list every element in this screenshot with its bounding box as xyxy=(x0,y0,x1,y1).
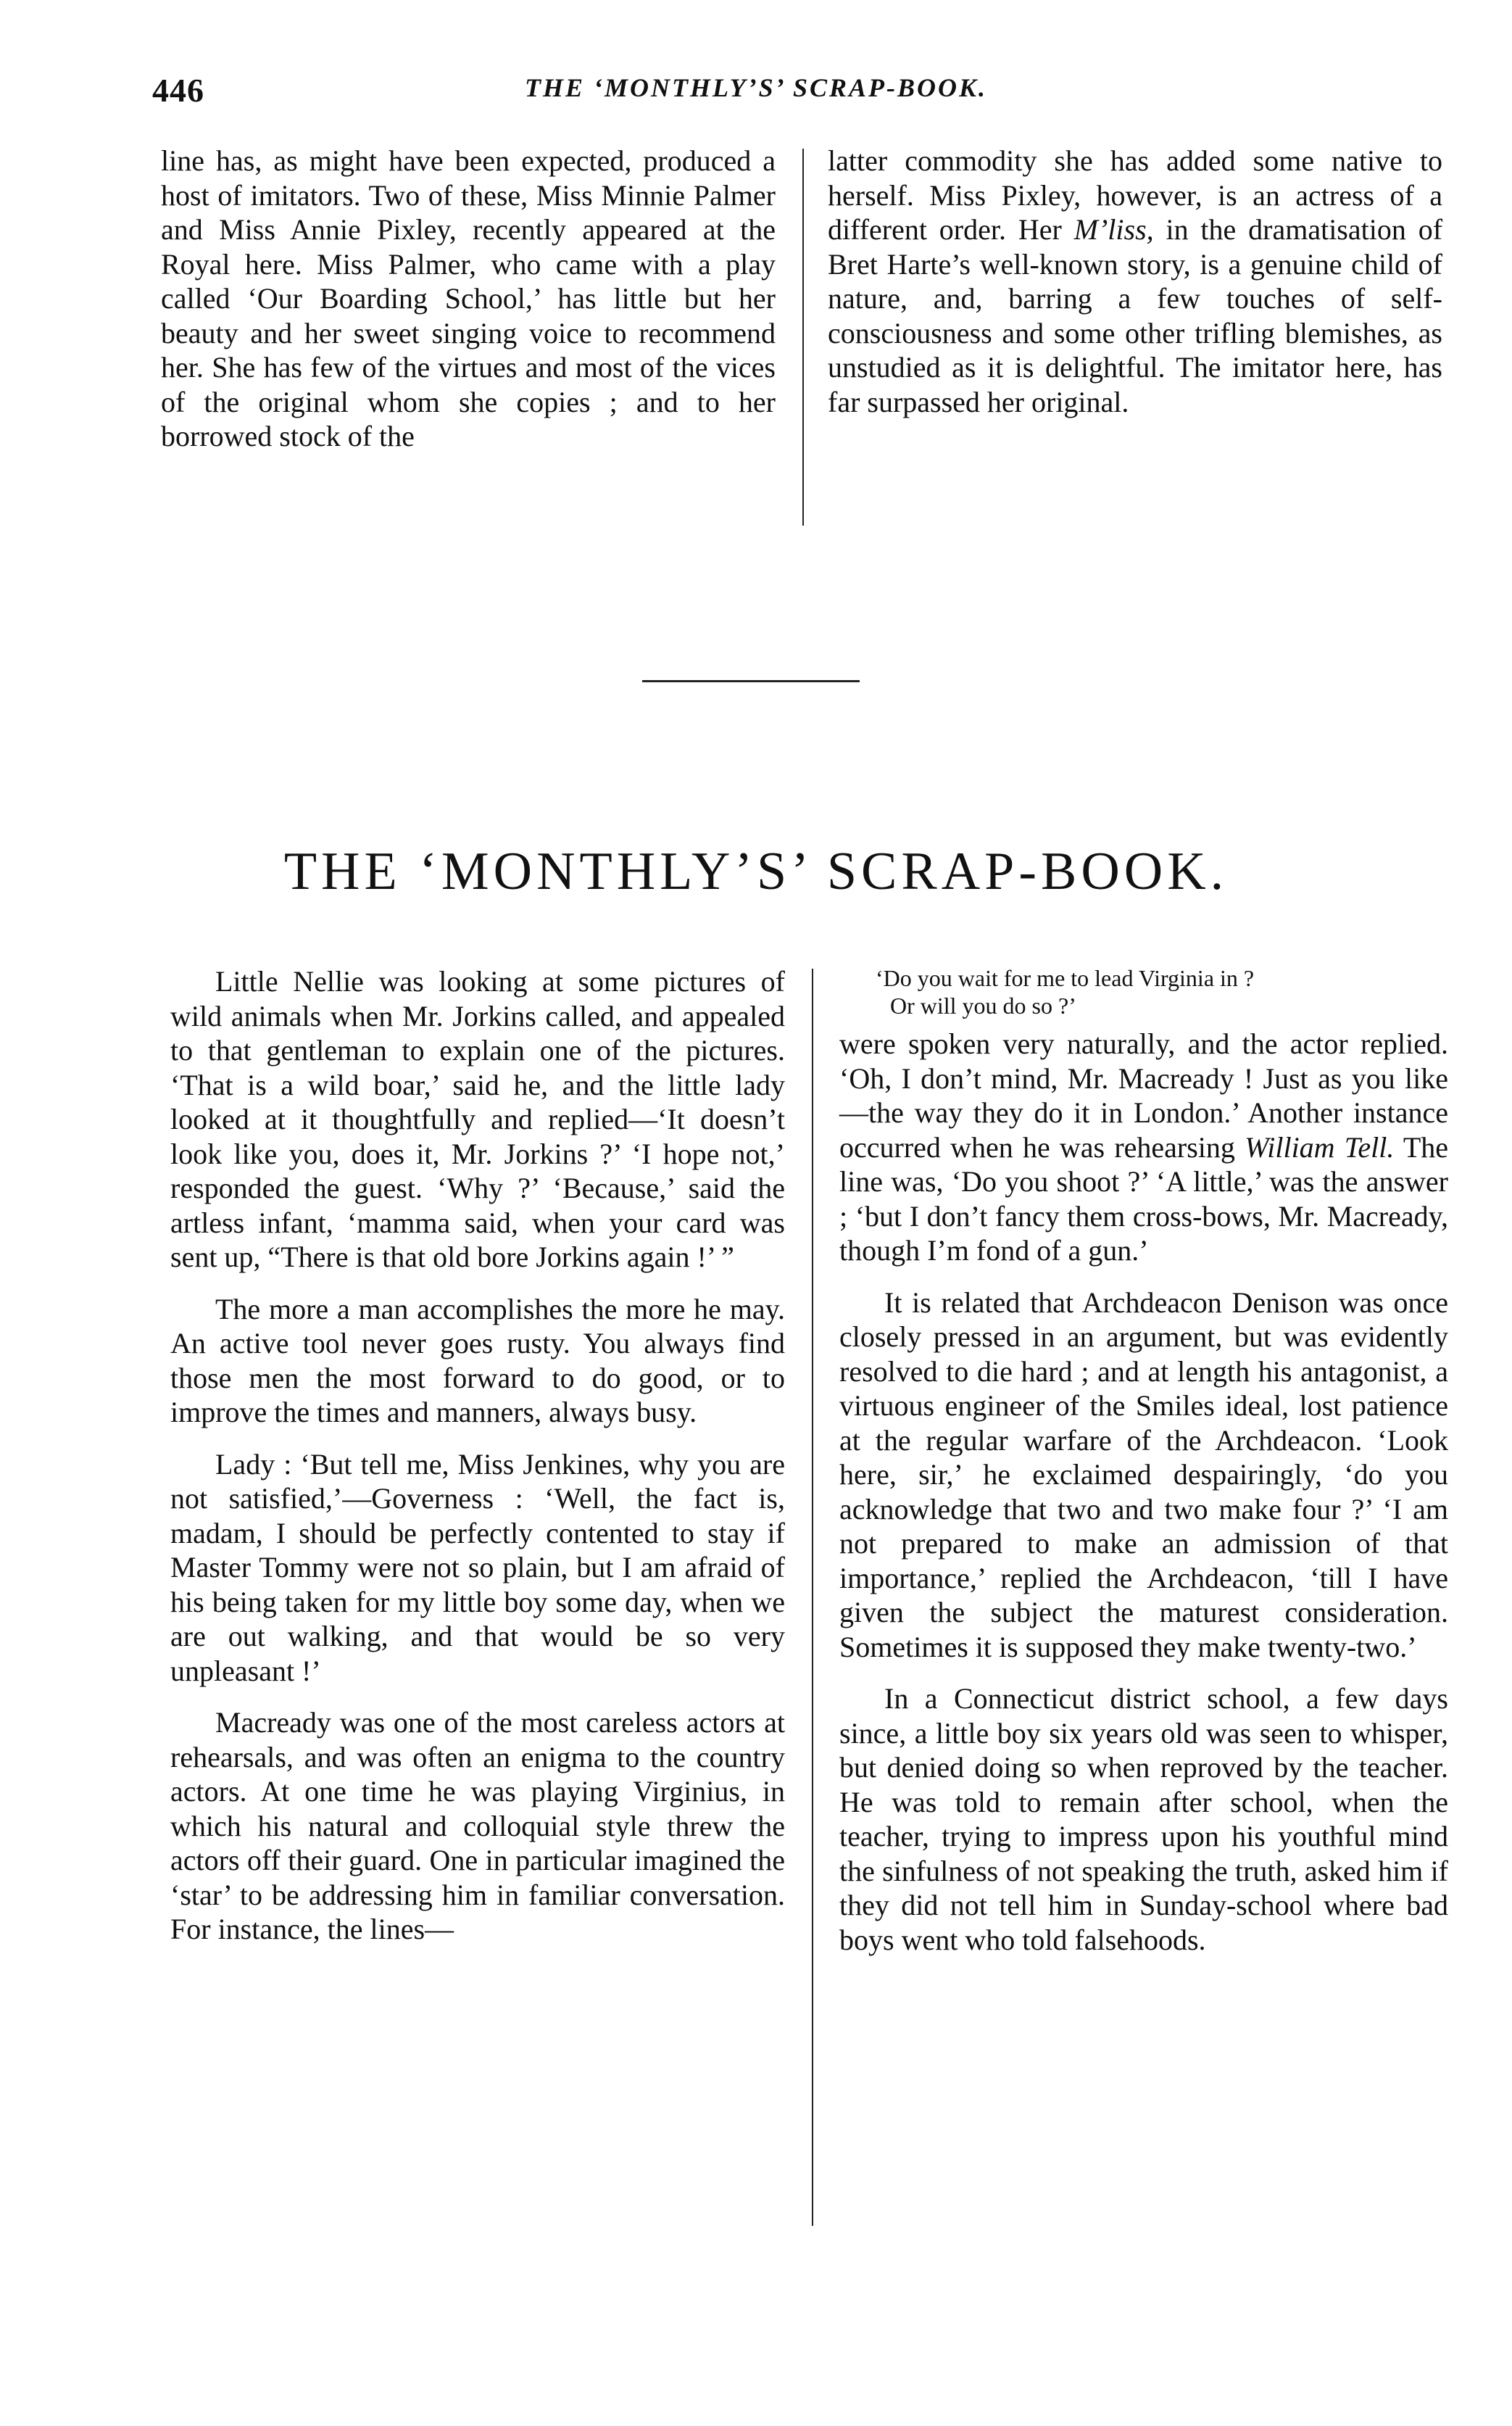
scrapbook-right-column xyxy=(839,964,1448,1957)
top-right-text-2: in the dramatisation of Bret Harte’s well-known story, is a genuine child of nature, and, barring a few touches of self-consciousness and some other trifling blemishes, as unstudied as it is delightful. The imitator here, has far surpassed her original. xyxy=(828,213,1443,418)
anecdote-nellie: Little Nellie was looking at some pictures of wild animals when Mr. Jorkins called, and appealed to that gentleman to explain one of the pictures. ‘That is a wild boar,’ said he, and the little lady looked at it thoughtfully and replied—‘It doesn’t look like you, does it, Mr. Jorkins ?’ ‘I hope not,’ responded the guest. ‘Why ?’ ‘Because,’ said the artless infant, ‘mamma said, when your card was sent up, “There is that old bore Jorkins again !’ ” xyxy=(170,965,785,1273)
anecdote-connecticut: In a Connecticut district school, a few days since, a little boy six years old was seen to whisper, but denied doing so when reproved by the teacher. He was told to remain after school, when the teacher, trying to impress upon his youthful mind the sinfulness of not speaking the truth, asked him if they did not tell him in Sunday-school where bad boys went who told falsehoods. xyxy=(839,1682,1448,1956)
page-number: 446 xyxy=(152,72,204,109)
macready-italic: William Tell. xyxy=(1245,1130,1395,1164)
verse-quote xyxy=(839,964,1448,1019)
top-right-paragraph xyxy=(828,144,1442,419)
top-left-column xyxy=(161,144,776,454)
top-right-column xyxy=(828,144,1442,419)
verse-line-2: Or will you do so ?’ xyxy=(890,993,1076,1019)
scrapbook-left-column xyxy=(170,964,785,1947)
top-left-paragraph: line has, as might have been expected, produced a host of imitators. Two of these, Miss Minnie Palmer and Miss Annie Pixley, recently appeared at the Royal here. Miss Palmer, who came with a play called ‘Our Boarding School,’ has little but her beauty and her sweet singing voice to recommend her. She has few of the virtues and most of the vices of the original whom she copies ; and to her borrowed stock of the xyxy=(161,144,776,452)
macready-text-2: The line was, ‘Do you shoot ?’ ‘A little,’ was the answer ; ‘but I don’t fancy them cross-bows, Mr. Macready, though I’m fond of a gun.’ xyxy=(839,1130,1448,1267)
macready-text-1: were spoken very naturally, and the actor replied. ‘Oh, I don’t mind, Mr. Macready ! Just as you like—the way they do it in London.’ Another instance occurred when he was rehearsing xyxy=(839,1027,1448,1164)
anecdote-macready-continued xyxy=(839,1027,1448,1268)
running-head: THE ‘MONTHLY’S’ SCRAP-BOOK. xyxy=(524,73,987,102)
anecdote-macready: Macready was one of the most careless actors at rehearsals, and was often an enigma to the country actors. At one time he was playing Virginius, in which his natural and colloquial style threw the actors off their guard. One in particular imagined the ‘star’ to be addressing him in familiar conversation. For instance, the lines— xyxy=(170,1706,785,1945)
section-title: THE ‘MONTHLY’S’ SCRAP-BOOK. xyxy=(283,842,1229,901)
anecdote-denison: It is related that Archdeacon Denison was once closely pressed in an argument, but was evidently resolved to die hard ; and at length his antagonist, a virtuous engineer of the Smiles ideal, lost patience at the regular warfare of the Archdeacon. ‘Look here, sir,’ he exclaimed despairingly, ‘do you acknowledge that two and two make four ?’ ‘I am not prepared to make an admission of that importance,’ replied the Archdeacon, ‘till I have given the subject the maturest consideration. Sometimes it is supposed they make twenty-two.’ xyxy=(839,1286,1448,1663)
anecdote-accomplishes: The more a man accomplishes the more he may. An active tool never goes rusty. You always find those men the most forward to do good, or to improve the times and manners, always busy. xyxy=(170,1292,785,1428)
top-right-text-1: latter commodity she has added some native to herself. Miss Pixley, however, is an actress of a different order. Her xyxy=(828,144,1442,246)
scrapbook-column-rule xyxy=(812,969,813,2226)
verse-line-1: ‘Do you wait for me to lead Virginia in ? xyxy=(876,965,1255,991)
section-divider xyxy=(642,680,860,682)
top-column-rule xyxy=(802,149,804,526)
top-right-italic: M’liss, xyxy=(1073,213,1154,246)
anecdote-governess: Lady : ‘But tell me, Miss Jenkines, why you are not satisfied,’—Governess : ‘Well, the fact is, madam, I should be perfectly contented to stay if Master Tommy were not so plain, but I am afraid of his being taken for my little boy some day, when we are out walking, and that would be so very unpleasant !’ xyxy=(170,1447,785,1687)
